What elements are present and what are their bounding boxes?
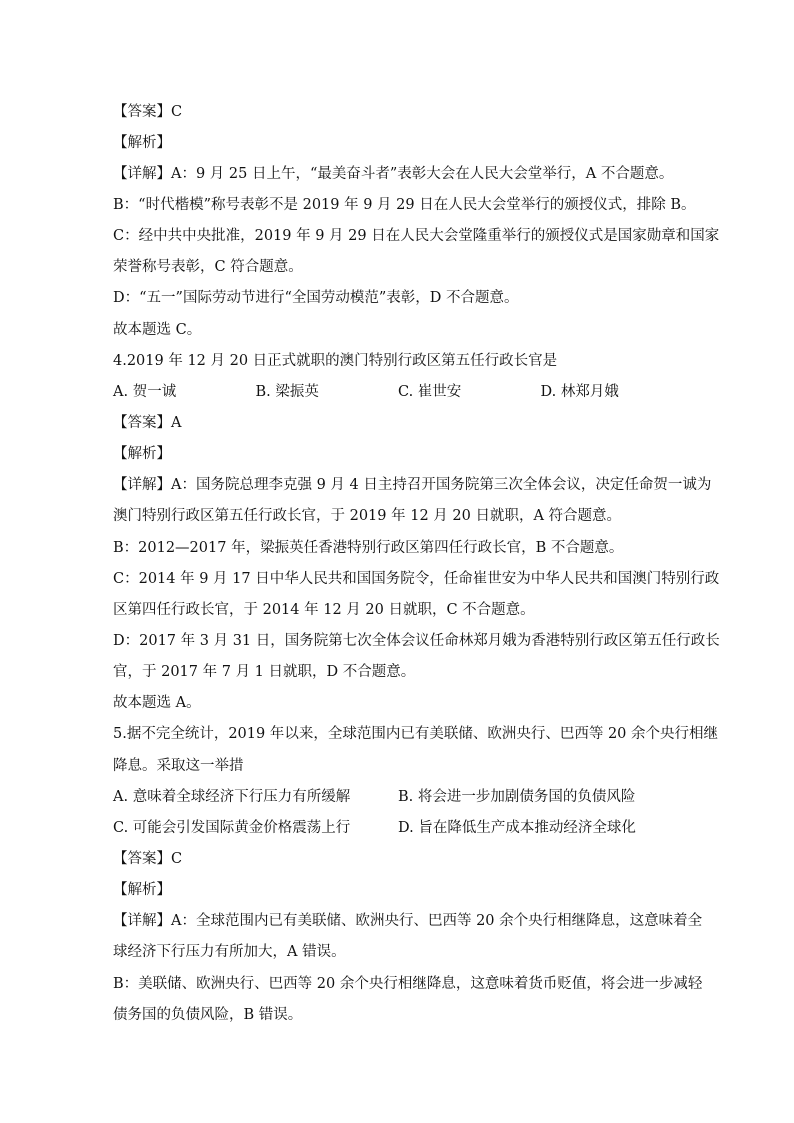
analysis-label: 【解析】 — [113, 446, 171, 462]
option-c: C. 可能会引发国际黄金价格震荡上行 — [113, 820, 351, 836]
option-b: B. 将会进一步加剧债务国的负债风险 — [398, 789, 636, 805]
detail-line: 澳门特别行政区第五任行政长官，于 2019 年 12 月 20 日就职，A 符合题意。 — [113, 508, 622, 524]
detail-line: 债务国的负债风险，B 错误。 — [113, 1007, 303, 1023]
detail-line: C：经中共中央批准，2019 年 9 月 29 日在人民大会堂隆重举行的颁授仪式是国家勋章和国家 — [113, 228, 720, 244]
question-5-stem: 5.据不完全统计，2019 年以来，全球范围内已有美联储、欧洲央行、巴西等 20 余个央行相继 — [113, 726, 719, 742]
detail-line: D：“五一”国际劳动节进行“全国劳动模范”表彰，D 不合题意。 — [113, 290, 519, 306]
conclusion-line: 故本题选 A。 — [113, 695, 201, 711]
option-c: C. 崔世安 — [398, 384, 462, 400]
detail-line: B：美联储、欧洲央行、巴西等 20 余个央行相继降息，这意味着货币贬值，将会进一步减轻 — [113, 976, 703, 992]
option-d: D. 林郑月娥 — [540, 384, 619, 400]
answer-label: 【答案】C — [113, 851, 183, 867]
detail-line: B：2012—2017 年，梁振英任香港特别行政区第四任行政长官，B 不合题意。 — [113, 540, 624, 556]
detail-line: 区第四任行政长官，于 2014 年 12 月 20 日就职，C 不合题意。 — [113, 602, 535, 618]
option-a: A. 意味着全球经济下行压力有所缓解 — [113, 789, 351, 805]
question-5-options-row-1 — [113, 787, 683, 807]
detail-line: 【详解】A：全球范围内已有美联储、欧洲央行、巴西等 20 余个央行相继降息，这意味着全 — [113, 913, 703, 929]
question-4-stem: 4.2019 年 12 月 20 日正式就职的澳门特别行政区第五任行政长官是 — [113, 353, 558, 369]
question-5-options-row-2 — [113, 818, 683, 838]
option-b: B. 梁振英 — [255, 384, 319, 400]
analysis-label: 【解析】 — [113, 135, 171, 151]
answer-label: 【答案】A — [113, 415, 182, 431]
answer-label: 【答案】C — [113, 104, 183, 120]
question-4-options — [113, 382, 683, 402]
detail-line: 荣誉称号表彰，C 符合题意。 — [113, 259, 303, 275]
detail-line: C：2014 年 9 月 17 日中华人民共和国国务院令，任命崔世安为中华人民共和国澳门特别行政 — [113, 571, 720, 587]
detail-line: 【详解】A：国务院总理李克强 9 月 4 日主持召开国务院第三次全体会议，决定任命贺一诚为 — [113, 477, 712, 493]
option-a: A. 贺一诚 — [113, 384, 177, 400]
question-5-stem: 降息。采取这一举措 — [113, 758, 244, 774]
conclusion-line: 故本题选 C。 — [113, 322, 202, 338]
option-d: D. 旨在降低生产成本推动经济全球化 — [398, 820, 636, 836]
detail-line: 【详解】A：9 月 25 日上午，“最美奋斗者”表彰大会在人民大会堂举行，A 不合题意。 — [113, 166, 674, 182]
detail-line: D：2017 年 3 月 31 日，国务院第七次全体会议任命林郑月娥为香港特别行政区第五任行政长 — [113, 633, 720, 649]
detail-line: B：“时代楷模”称号表彰不是 2019 年 9 月 29 日在人民大会堂举行的颁授仪式，排除 B。 — [113, 197, 696, 213]
detail-line: 官，于 2017 年 7 月 1 日就职，D 不合题意。 — [113, 664, 416, 680]
detail-line: 球经济下行压力有所加大，A 错误。 — [113, 944, 346, 960]
analysis-label: 【解析】 — [113, 882, 171, 898]
